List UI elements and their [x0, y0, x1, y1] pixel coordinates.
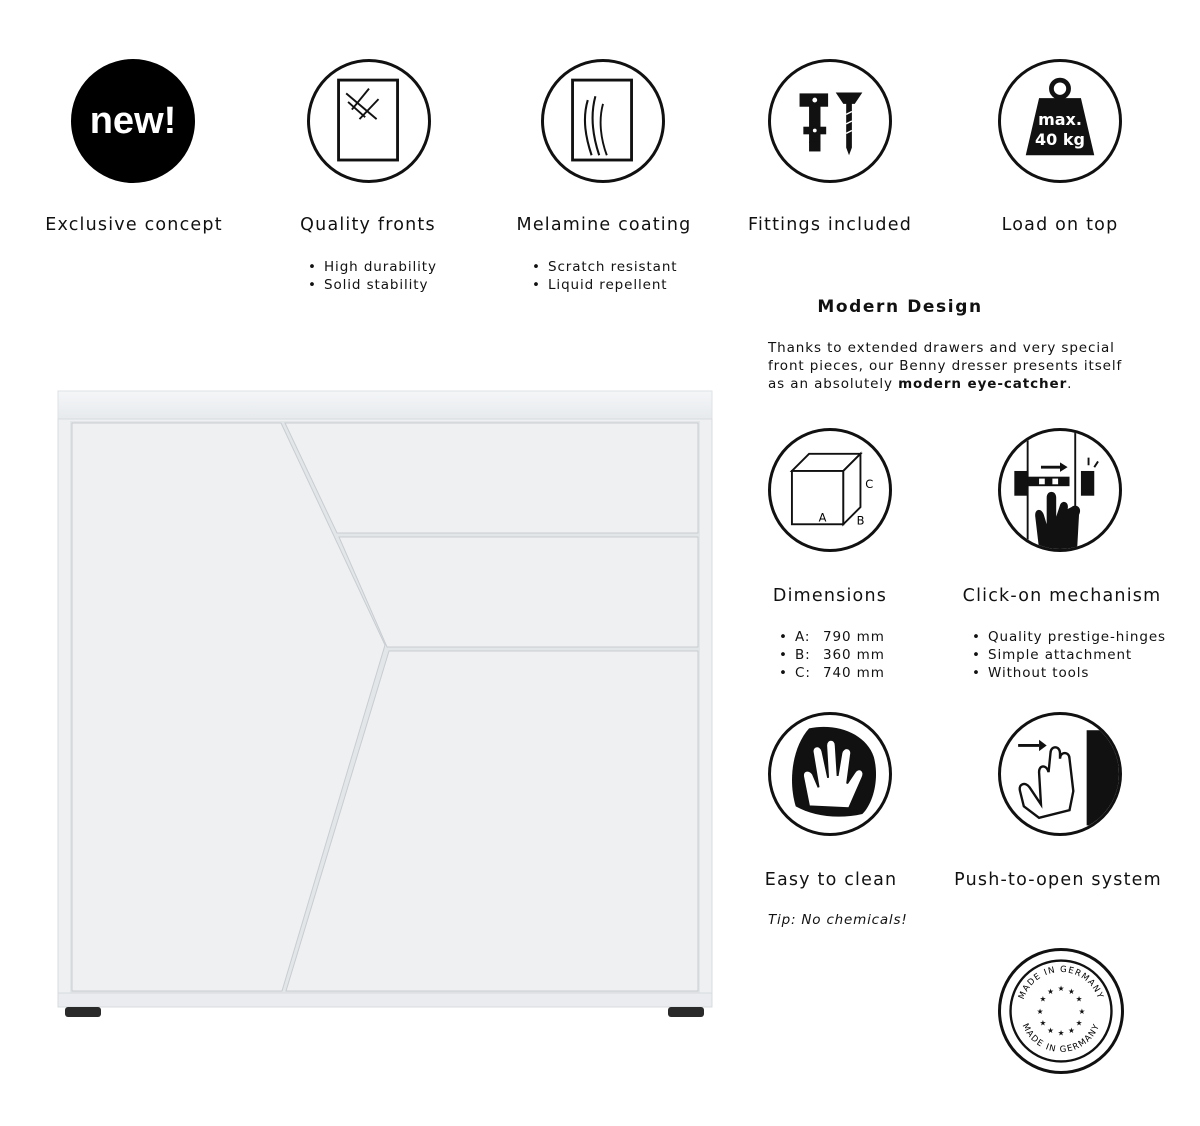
top-drawer [285, 423, 698, 533]
seal-text-bottom: MADE IN GERMANY [1019, 1022, 1103, 1056]
feature-label-melamine: Melamine coating [516, 215, 692, 235]
dim-letter-c: C [865, 477, 874, 492]
list-item: • Solid stability [308, 276, 437, 294]
svg-text:★: ★ [1036, 1006, 1044, 1016]
feature-label-click-on: Click-on mechanism [962, 586, 1162, 606]
svg-text:★: ★ [1057, 1028, 1065, 1038]
weight-text-kg: 40 kg [1035, 130, 1085, 149]
seal-text-top: MADE IN GERMANY [1016, 964, 1106, 1001]
list-item: • Liquid repellent [532, 276, 677, 294]
svg-text:★: ★ [1057, 984, 1065, 993]
fittings-icon [768, 59, 892, 183]
new-badge-text: new! [89, 99, 177, 142]
feature-label-quality-fronts: Quality fronts [300, 215, 436, 235]
dresser-product-image [50, 385, 720, 1025]
svg-text:★: ★ [1075, 1018, 1083, 1028]
click-on-icon [998, 428, 1122, 552]
list-item: • Without tools [972, 664, 1166, 682]
dimensions-list [779, 628, 885, 682]
list-item: • Scratch resistant [532, 258, 677, 276]
seal-stars [1037, 984, 1086, 1038]
list-item: • Simple attachment [972, 646, 1166, 664]
feature-label-exclusive: Exclusive concept [45, 215, 223, 235]
feature-label-push-open: Push-to-open system [954, 870, 1162, 890]
list-item: • C: 740 mm [779, 664, 885, 682]
list-item: • High durability [308, 258, 437, 276]
dim-letter-b: B [856, 513, 865, 528]
svg-text:★: ★ [1039, 1018, 1047, 1028]
middle-drawer [339, 537, 698, 647]
list-item: • Quality prestige-hinges [972, 628, 1166, 646]
melamine-bullets [532, 258, 677, 294]
push-open-icon [998, 712, 1122, 836]
weight-text-max: max. [1038, 110, 1082, 129]
modern-design-text: Thanks to extended drawers and very special front pieces, our Benny dresser presents itself as an absolutely modern eye-catcher. [768, 340, 1123, 392]
easy-clean-tip: Tip: No chemicals! [768, 912, 908, 928]
svg-text:★: ★ [1039, 994, 1047, 1004]
dim-letter-a: A [818, 510, 827, 525]
new-badge [71, 59, 195, 183]
svg-text:★: ★ [1047, 986, 1054, 996]
dresser-top [58, 391, 712, 421]
modern-design-title: Modern Design [817, 297, 983, 317]
dresser-foot-left [65, 1007, 101, 1017]
svg-text:★: ★ [1078, 1006, 1086, 1016]
feature-label-easy-clean: Easy to clean [764, 870, 898, 890]
svg-text:★: ★ [1075, 994, 1083, 1004]
easy-clean-icon [768, 712, 892, 836]
list-item: • B: 360 mm [779, 646, 885, 664]
svg-text:★: ★ [1068, 986, 1075, 996]
quality-fronts-bullets [308, 258, 437, 294]
made-in-germany-seal [998, 948, 1124, 1074]
feature-label-load: Load on top [1001, 215, 1119, 235]
weight-icon [998, 59, 1122, 183]
svg-text:★: ★ [1068, 1025, 1075, 1035]
dimensions-icon [768, 428, 892, 552]
feature-label-dimensions: Dimensions [772, 586, 888, 606]
list-item: • A: 790 mm [779, 628, 885, 646]
melamine-coating-icon [541, 59, 665, 183]
dresser-foot-right [668, 1007, 704, 1017]
click-on-bullets [972, 628, 1166, 682]
svg-text:★: ★ [1047, 1025, 1054, 1035]
quality-fronts-icon [307, 59, 431, 183]
feature-label-fittings: Fittings included [747, 215, 913, 235]
